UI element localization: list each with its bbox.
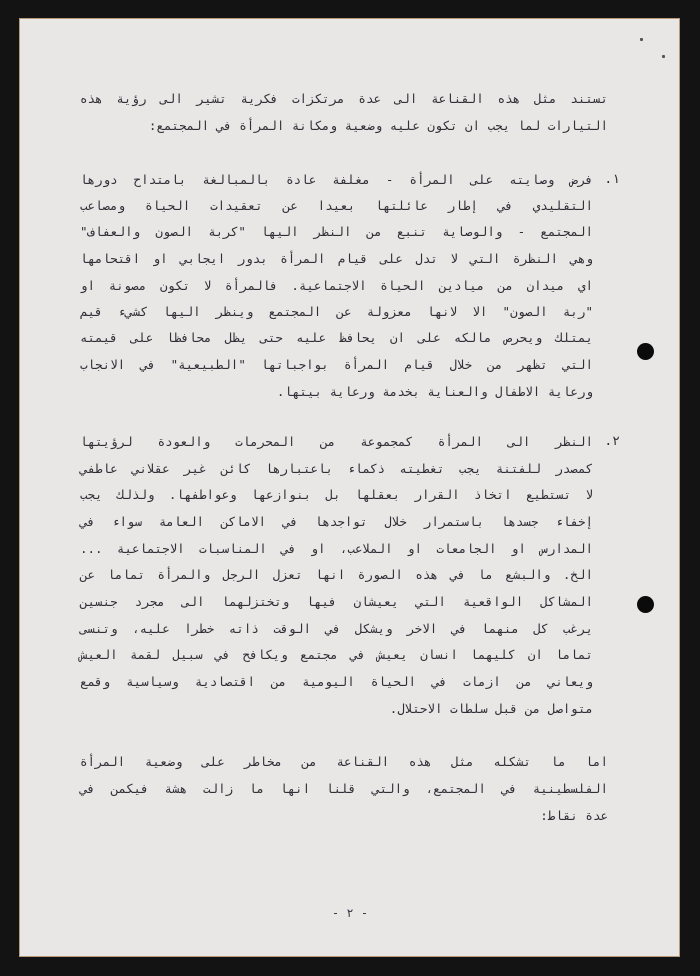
- list-number: ١.: [604, 172, 620, 187]
- point-2-line: كمصدر للفتنة يجب تغطيته ذكماء باعتبارها كائن غير عقلاني عاطفي: [80, 461, 593, 476]
- closing-line: اما ما تشكله مثل هذه القناعة من مخاطر على وضعية المرأة: [80, 754, 608, 769]
- closing-line: الفلسطينية في المجتمع، والتي قلنا انها ما زالت هشة فيكمن في: [80, 781, 608, 796]
- point-2-line: المشاكل الواقعية التي يعيشان فيها وتختزلهما الى مجرد جنسين: [80, 594, 593, 609]
- point-2-line: لا تستطيع اتخاذ القرار بعقلها بل بنوازعها وعواطفها. ولذلك يجب: [80, 487, 593, 502]
- punch-hole-top: [637, 343, 654, 360]
- closing-line: عدة نقاط:: [540, 808, 608, 823]
- list-number: ٢.: [604, 434, 620, 449]
- point-1-line: المجتمع - والوصاية تنبع من النظر اليها "كربة الصون والعفاف": [80, 224, 593, 239]
- point-2-line: الخ. والبشع ما في هذه الصورة انها تعزل الرجل والمرأة تماما عن: [80, 567, 593, 582]
- point-2-line: المدارس او الجامعات او الملاعب، او في المناسبات الاجتماعية ...: [80, 541, 593, 556]
- point-2-line: متواصل من قبل سلطات الاحتلال.: [389, 701, 593, 716]
- paper-speck: [640, 38, 643, 41]
- point-2-line: يرغب كل منهما في الاخر ويشكل في الوقت ذاته خطرا عليه، وتنسى: [80, 621, 593, 636]
- point-1-line: "ربة الصون" الا لانها معزولة عن المجتمع وينظر اليها كشيء قيم: [80, 304, 593, 319]
- point-2-line: ويعاني من ازمات في الحياة اليومية من اقتصادية وسياسية وقمع: [80, 674, 593, 689]
- point-2-line: تماما ان كليهما انسان يعيش في مجتمع ويكافح في سبيل لقمة العيش: [80, 647, 593, 662]
- intro-line: التيارات لما يجب ان تكون عليه وضعية ومكانة المرأة في المجتمع:: [148, 118, 608, 133]
- punch-hole-bottom: [637, 596, 654, 613]
- paper-speck: [662, 55, 665, 58]
- page-number: - ٢ -: [331, 906, 369, 920]
- point-1-line: التي تظهر من خلال قيام المرأة بواجباتها "الطبيعية" في الانجاب: [80, 357, 593, 372]
- point-1-line: التقليدي في إطار عائلتها بعيدا عن تعقيدات الحياة ومصاعب: [80, 198, 593, 213]
- point-2-line: النظر الى المرأة كمجموعة من المحرمات والعودة لرؤيتها: [80, 434, 593, 449]
- point-1-line: ورعاية الاطفال والعناية بخدمة ورعاية بيتها.: [276, 384, 593, 399]
- point-1-line: يمتلك ويحرص مالكه على ان يحافظ عليه حتى يظل محافظا على قيمته: [80, 330, 593, 345]
- point-1-line: فرض وصايته على المرأة - مغلفة عادة بالمبالغة بامتداح دورها: [80, 172, 593, 187]
- intro-line: تستند مثل هذه القناعة الى عدة مرتكزات فكرية تشير الى رؤية هذه: [80, 91, 608, 106]
- point-2-line: إخفاء جسدها باستمرار خلال تواجدها في الاماكن العامة سواء في: [80, 514, 593, 529]
- point-1-line: وهي النظرة التي لا تدل على قيام المرأة بدور ايجابي او اقتحامها: [80, 251, 593, 266]
- point-1-line: اي ميدان من ميادين الحياة الاجتماعية. فالمرأة لا تكون مصونة او: [80, 278, 593, 293]
